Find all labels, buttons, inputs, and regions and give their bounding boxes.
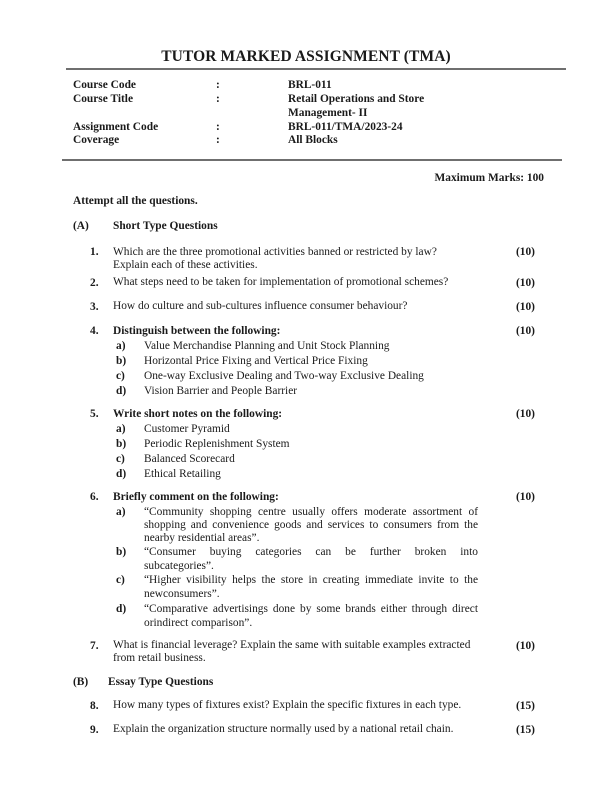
question-marks: (10) xyxy=(516,301,535,313)
sub-item-label: a) xyxy=(116,340,126,352)
sub-item-text: Ethical Retailing xyxy=(144,468,221,480)
assignment-code-value: BRL-011/TMA/2023-24 xyxy=(288,121,403,133)
instruction: Attempt all the questions. xyxy=(73,195,198,207)
sub-item-text-line: “Community shopping centre usually offers moderate assortment of xyxy=(144,506,478,518)
question-marks: (15) xyxy=(516,724,535,736)
question-text: What steps need to be taken for implementation of promotional schemes? xyxy=(113,276,449,288)
question-number: 2. xyxy=(90,277,99,289)
sub-item-text-line: “Consumer buying categories can be further broken into xyxy=(144,546,478,558)
question-number: 9. xyxy=(90,724,99,736)
sub-item-text: Horizontal Price Fixing and Vertical Price Fixing xyxy=(144,355,368,367)
question-marks: (10) xyxy=(516,246,535,258)
question-number: 3. xyxy=(90,301,99,313)
question-text-line: Explain each of these activities. xyxy=(113,259,258,271)
question-number: 7. xyxy=(90,640,99,652)
assignment-code-colon: : xyxy=(216,121,220,133)
sub-item-text-line: newconsumers”. xyxy=(144,588,220,600)
sub-item-label: c) xyxy=(116,370,125,382)
sub-item-text: Balanced Scorecard xyxy=(144,453,235,465)
bottom-divider xyxy=(62,159,562,161)
assignment-code-label: Assignment Code xyxy=(73,121,159,133)
sub-item-text: One-way Exclusive Dealing and Two-way Exclusive Dealing xyxy=(144,370,424,382)
section-a-title: Short Type Questions xyxy=(113,220,218,232)
maximum-marks: Maximum Marks: 100 xyxy=(434,172,544,184)
sub-item-text-line: subcategories”. xyxy=(144,560,214,572)
question-text: How many types of fixtures exist? Explain the specific fixtures in each type. xyxy=(113,699,462,711)
course-title-value-line2: Management- II xyxy=(288,107,368,119)
question-text: Write short notes on the following: xyxy=(113,408,283,420)
question-number: 8. xyxy=(90,700,99,712)
question-text: Briefly comment on the following: xyxy=(113,491,279,503)
sub-item-label: d) xyxy=(116,603,127,615)
course-title-colon: : xyxy=(216,93,220,105)
question-marks: (10) xyxy=(516,640,535,652)
sub-item-label: b) xyxy=(116,546,127,558)
sub-item-label: b) xyxy=(116,438,127,450)
sub-item-label: d) xyxy=(116,468,127,480)
section-a-letter: (A) xyxy=(73,220,89,232)
question-marks: (10) xyxy=(516,408,535,420)
question-marks: (10) xyxy=(516,277,535,289)
sub-item-label: a) xyxy=(116,423,126,435)
course-code-value: BRL-011 xyxy=(288,79,332,91)
question-text: Distinguish between the following: xyxy=(113,325,281,337)
course-title-value-line1: Retail Operations and Store xyxy=(288,93,425,105)
question-number: 1. xyxy=(90,246,99,258)
section-b-letter: (B) xyxy=(73,676,89,688)
sub-item-text: Vision Barrier and People Barrier xyxy=(144,385,298,397)
coverage-label: Coverage xyxy=(73,134,120,146)
sub-item-label: c) xyxy=(116,574,125,586)
sub-item-text-line: “Comparative advertisings done by some brands either through direct xyxy=(144,603,478,615)
sub-item-label: c) xyxy=(116,453,125,465)
course-code-colon: : xyxy=(216,79,220,91)
sub-item-label: b) xyxy=(116,355,127,367)
course-title-label: Course Title xyxy=(73,93,134,105)
sub-item-text-line: orindirect comparison”. xyxy=(144,617,253,629)
top-divider xyxy=(66,68,566,70)
question-marks: (15) xyxy=(516,700,535,712)
question-text: Explain the organization structure normally used by a national retail chain. xyxy=(113,723,454,735)
question-text-line: Which are the three promotional activities banned or restricted by law? xyxy=(113,246,437,258)
sub-item-text: Value Merchandise Planning and Unit Stock Planning xyxy=(144,340,390,352)
question-text-line: from retail business. xyxy=(113,652,206,664)
sub-item-text: Periodic Replenishment System xyxy=(144,438,290,450)
coverage-value: All Blocks xyxy=(288,134,338,146)
sub-item-text-line: nearby residential areas”. xyxy=(144,532,260,544)
course-code-label: Course Code xyxy=(73,79,136,91)
sub-item-text: Customer Pyramid xyxy=(144,423,230,435)
document-title: TUTOR MARKED ASSIGNMENT (TMA) xyxy=(161,48,451,65)
section-b-title: Essay Type Questions xyxy=(108,676,214,688)
coverage-colon: : xyxy=(216,134,220,146)
question-number: 6. xyxy=(90,491,99,503)
question-number: 4. xyxy=(90,325,99,337)
sub-item-text-line: “Higher visibility helps the store in creating immediate invite to the xyxy=(144,574,478,586)
question-text-line: What is financial leverage? Explain the same with suitable examples extracted xyxy=(113,639,471,651)
question-number: 5. xyxy=(90,408,99,420)
question-marks: (10) xyxy=(516,491,535,503)
sub-item-label: d) xyxy=(116,385,127,397)
sub-item-label: a) xyxy=(116,506,126,518)
sub-item-text-line: shopping and convenience goods and services to consumers from the xyxy=(144,519,478,531)
question-marks: (10) xyxy=(516,325,535,337)
question-text: How do culture and sub-cultures influence consumer behaviour? xyxy=(113,300,408,312)
